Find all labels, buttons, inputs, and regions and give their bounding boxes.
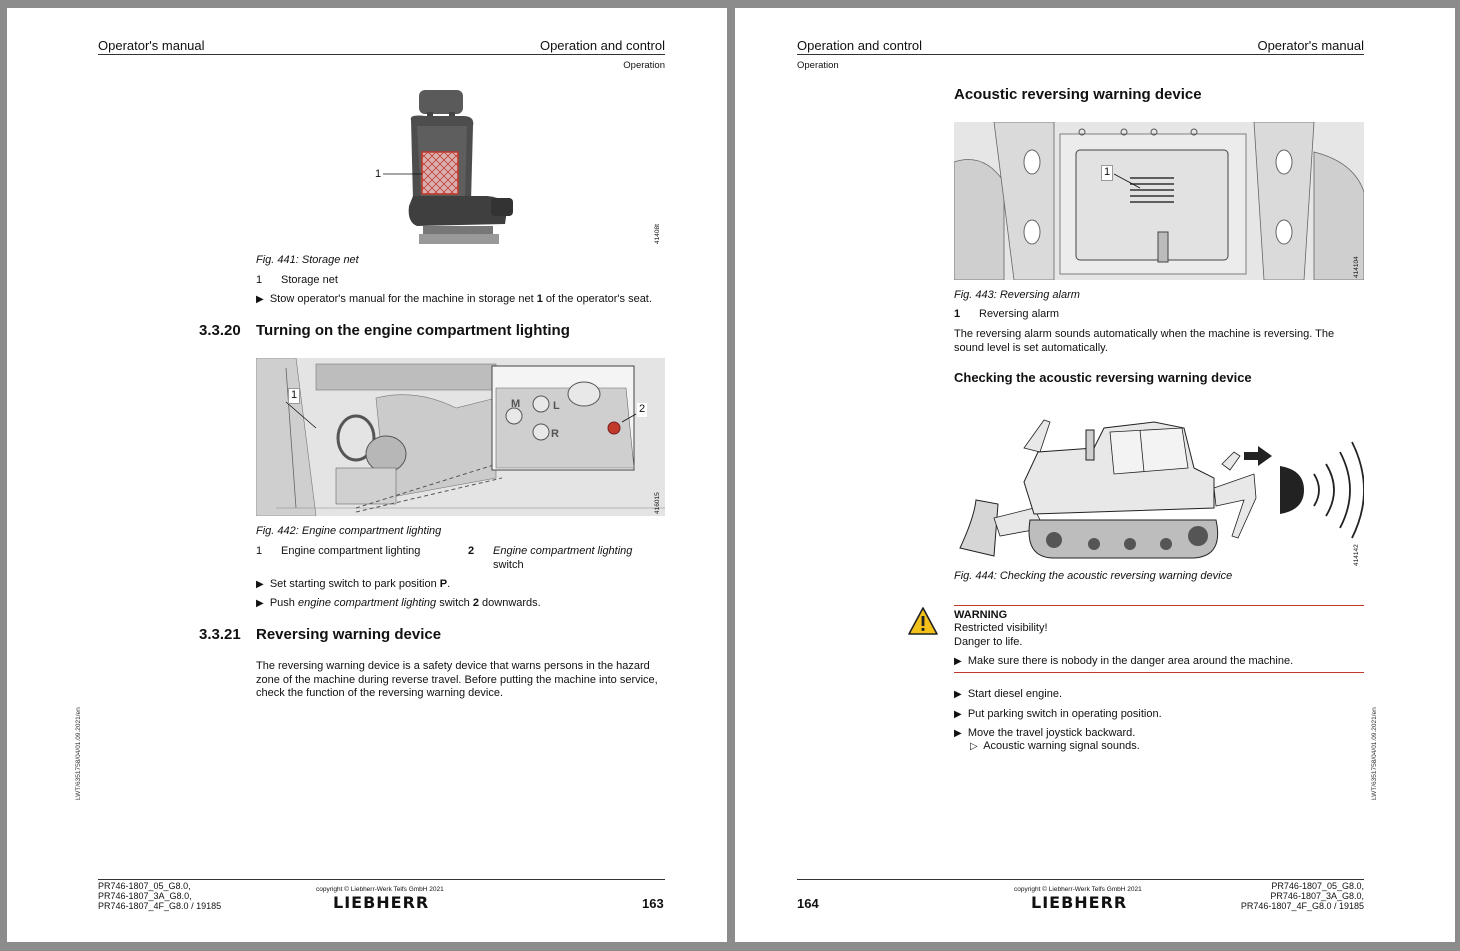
engine-compartment-illustration <box>256 358 665 516</box>
side-code: LWT/6351758/04/01.09.2021/en <box>75 707 82 800</box>
fig443-callout: 1 <box>1101 165 1113 181</box>
step-push-mid: switch <box>436 597 473 609</box>
speaker-sound-icon <box>1280 442 1364 538</box>
warning-top-rule <box>954 605 1364 606</box>
header-sub: Operation <box>623 60 665 71</box>
fig442-label-r: R <box>551 428 559 440</box>
fig443-code: 414104 <box>1353 256 1360 278</box>
fig442-label-l: L <box>553 400 560 412</box>
legend442-2-normal: switch <box>493 558 524 571</box>
warning-triangle-icon <box>907 606 939 641</box>
legend441-num: 1 <box>256 274 263 286</box>
alarm-paragraph: The reversing alarm sounds automatically when the machine is reversing. The sound level is set automatically. <box>954 328 1335 354</box>
bulldozer-illustration <box>954 408 1364 568</box>
step-stow-post: of the operator's seat. <box>542 293 652 305</box>
triangle-bullet-icon: ▶ <box>954 656 962 667</box>
footer-model-1: PR746-1807_05_G8.0, <box>98 881 191 891</box>
right-page[interactable] <box>735 8 1455 942</box>
triangle-bullet-icon: ▶ <box>954 689 962 700</box>
header-left: Operator's manual <box>98 38 205 53</box>
header-right: Operator's manual <box>1257 38 1364 53</box>
step-stow-num: 1 <box>536 293 543 305</box>
legend442-2-text <box>493 545 663 572</box>
header-left: Operation and control <box>797 38 923 53</box>
step-push-italic: engine compartment lighting <box>297 597 437 609</box>
footer-rule <box>797 879 1364 880</box>
footer-models <box>98 881 221 911</box>
left-page[interactable] <box>7 8 727 942</box>
footer-rule <box>98 879 665 880</box>
section-3321-number: 3.3.21 <box>199 626 241 643</box>
legend443-text: Reversing alarm <box>979 308 1060 320</box>
hollow-triangle-icon: ▷ <box>970 741 978 752</box>
legend442-1-text: Engine compartment lighting <box>281 545 421 557</box>
footer-model-2: PR746-1807_3A_G8.0, <box>1270 891 1364 901</box>
fig441-caption: Fig. 441: Storage net <box>256 254 359 266</box>
footer-models <box>1241 881 1364 911</box>
step-push <box>256 597 541 611</box>
triangle-bullet-icon: ▶ <box>256 294 264 305</box>
warning-line1: Restricted visibility! <box>954 622 1048 634</box>
step-3-result-text: Acoustic warning signal sounds. <box>983 740 1140 752</box>
legend442-2-italic: Engine compartment lighting <box>493 545 633 557</box>
triangle-bullet-icon: ▶ <box>256 579 264 590</box>
step-3-text: Move the travel joystick backward. <box>967 727 1136 739</box>
warning-bottom-rule <box>954 672 1364 673</box>
step-park-bold: P <box>439 578 448 590</box>
legend442-2-num: 2 <box>468 545 475 557</box>
step-park-post: . <box>447 578 451 590</box>
step-park <box>256 578 450 592</box>
warning-line2: Danger to life. <box>954 636 1023 648</box>
fig444-code: 414142 <box>1353 544 1360 566</box>
fig444-caption: Fig. 444: Checking the acoustic reversing warning device <box>954 570 1233 582</box>
side-code: LWT/6351758/04/01.09.2021/en <box>1371 707 1378 800</box>
section-3320-number: 3.3.20 <box>199 322 241 339</box>
step-push-num: 2 <box>472 597 479 609</box>
footer-model-1: PR746-1807_05_G8.0, <box>1271 881 1364 891</box>
fig442-caption: Fig. 442: Engine compartment lighting <box>256 525 442 537</box>
section-3320-title: Turning on the engine compartment lighting <box>256 322 570 339</box>
page-number: 163 <box>642 896 664 911</box>
step-3 <box>954 727 1135 741</box>
step-push-pre: Push <box>269 597 298 609</box>
warning-action <box>954 655 1293 669</box>
storage-net <box>422 152 458 194</box>
fig442-callout2: 2 <box>639 403 646 415</box>
fig442-code: 416015 <box>654 492 661 514</box>
footer-model-3: PR746-1807_4F_G8.0 / 19185 <box>1240 901 1364 911</box>
header-sub: Operation <box>797 60 839 71</box>
fig441-callout: 1 <box>375 168 382 180</box>
page-number: 164 <box>797 896 819 911</box>
header-right: Operation and control <box>539 38 665 53</box>
triangle-bullet-icon: ▶ <box>954 709 962 720</box>
fig443-caption: Fig. 443: Reversing alarm <box>954 289 1080 301</box>
footer-model-3: PR746-1807_4F_G8.0 / 19185 <box>98 901 222 911</box>
liebherr-logo: LIEBHERR <box>1031 893 1128 912</box>
step-1 <box>954 688 1062 702</box>
liebherr-logo: LIEBHERR <box>333 893 430 912</box>
section-3321-title: Reversing warning device <box>256 626 442 643</box>
arrow-right-icon <box>1244 446 1272 466</box>
legend441-text: Storage net <box>281 274 338 286</box>
step-stow-pre: Stow operator's manual for the machine in storage net <box>269 293 537 305</box>
fig442-label-m: M <box>511 398 521 410</box>
section-subtitle: Checking the acoustic reversing warning device <box>954 370 1252 385</box>
triangle-bullet-icon: ▶ <box>256 598 264 609</box>
warning-title: WARNING <box>954 609 1008 621</box>
step-park-pre: Set starting switch to park position <box>269 578 440 590</box>
fig442-callout1: 1 <box>288 388 300 404</box>
legend442-1-num: 1 <box>256 545 263 557</box>
header-rule <box>98 54 665 55</box>
copyright: copyright © Liebherr-Werk Telfs GmbH 2021 <box>316 886 444 893</box>
warning-action-text: Make sure there is nobody in the danger area around the machine. <box>967 655 1294 667</box>
step-3-result <box>970 740 1140 754</box>
reversing-paragraph: The reversing warning device is a safety device that warns persons in the hazard zone of the machine during reverse travel. Before putting the machine into service, check the function of the reversing warning device. <box>256 660 658 699</box>
fig441-code: 41408t <box>654 224 661 244</box>
step-2-text: Put parking switch in operating position. <box>967 708 1162 720</box>
legend443-num: 1 <box>954 308 961 320</box>
step-1-text: Start diesel engine. <box>967 688 1062 700</box>
triangle-bullet-icon: ▶ <box>954 728 962 739</box>
copyright: copyright © Liebherr-Werk Telfs GmbH 2021 <box>1014 886 1142 893</box>
footer-model-2: PR746-1807_3A_G8.0, <box>98 891 192 901</box>
header-rule <box>797 54 1364 55</box>
reversing-alarm-illustration <box>954 122 1364 280</box>
page-title: Acoustic reversing warning device <box>954 86 1202 103</box>
seat-illustration <box>367 86 527 248</box>
step-push-post: downwards. <box>478 597 541 609</box>
step-stow <box>256 293 652 307</box>
step-2 <box>954 708 1162 722</box>
